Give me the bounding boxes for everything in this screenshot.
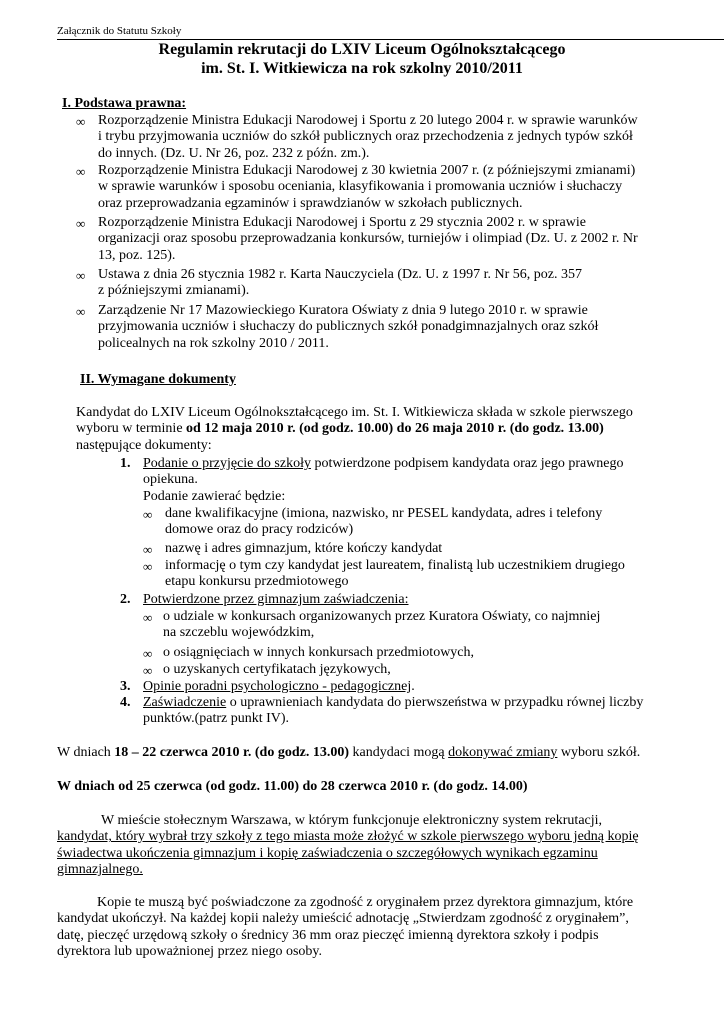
infinity-bullet-icon: ∞: [143, 610, 153, 625]
document-2: Potwierdzone przez gimnazjum zaświadczenia:: [143, 592, 409, 607]
legal-basis-item-2: Rozporządzenie Ministra Edukacji Narodowej z 30 kwietnia 2007 r. (z późniejszymi zmianami) w sprawie warunków i sposobu oceniania, klasyfikowania i promowania uczniów i słuchaczy oraz przeprowadzania egzaminów i sprawdzianów w szkołach publicznych.: [98, 163, 636, 211]
legal-basis-item-1: Rozporządzenie Ministra Edukacji Narodowej i Sportu z 20 lutego 2004 r. w sprawie warunków i trybu przyjmowania uczniów do szkół publicznych oraz przechodzenia z jednych typów szkół do innych. (Dz. U. Nr 26, poz. 232 z późn. zm.).: [98, 113, 638, 161]
document-title-line-1: Regulamin rekrutacji do LXIV Liceum Ogólnokształcącego: [158, 41, 566, 58]
application-content-item-3: informację o tym czy kandydat jest laureatem, finalistą lub uczestnikiem drugiego etapu konkursu przedmiotowego: [165, 558, 625, 590]
legal-basis-item-3: Rozporządzenie Ministra Edukacji Narodowej i Sportu z 29 stycznia 2002 r. w sprawie organizacji oraz sposobu przeprowadzania konkursów, turniejów i olimpiad (Dz. U. z 2002 r. Nr 13, poz. 125).: [98, 215, 638, 263]
document-1-number: 1.: [120, 456, 131, 471]
infinity-bullet-icon: ∞: [76, 304, 86, 319]
documents-intro: Kandydat do LXIV Liceum Ogólnokształcącego im. St. I. Witkiewicza składa w szkole pierwszego wyboru w terminie od 12 maja 2010 r. (od godz. 10.00) do 26 maja 2010 r. (do godz. 13.00) następujące dokumenty:: [76, 405, 633, 453]
section-1-heading: I. Podstawa prawna:: [62, 96, 187, 111]
infinity-bullet-icon: ∞: [143, 559, 153, 574]
section-2-heading: II. Wymagane dokumenty: [80, 372, 236, 387]
document-2-number: 2.: [120, 592, 131, 607]
certificate-item-3: o uzyskanych certyfikatach językowych,: [163, 662, 391, 677]
document-1: Podanie o przyjęcie do szkoły potwierdzone podpisem kandydata oraz jego prawnego opiekuna. Podanie zawierać będzie:: [143, 456, 624, 504]
application-content-item-2: nazwę i adres gimnazjum, które kończy kandydat: [165, 541, 443, 556]
legal-basis-item-5: Zarządzenie Nr 17 Mazowieckiego Kuratora Oświaty z dnia 9 lutego 2010 r. w sprawie przyjmowania uczniów i słuchaczy do publicznych szkół ponadgimnazjalnych oraz szkół policealnych na rok szkolny 2010 / 2011.: [98, 303, 599, 351]
submission-dates-paragraph: W dniach od 25 czerwca (od godz. 11.00) do 28 czerwca 2010 r. (do godz. 14.00): [57, 779, 528, 794]
document-3-number: 3.: [120, 679, 131, 694]
document-3: Opinie poradni psychologiczno - pedagogicznej.: [143, 679, 415, 694]
application-content-item-1: dane kwalifikacyjne (imiona, nazwisko, nr PESEL kandydata, adres i telefony domowe oraz do pracy rodziców): [165, 506, 603, 538]
school-change-paragraph: W dniach 18 – 22 czerwca 2010 r. (do godz. 13.00) kandydaci mogą dokonywać zmiany wyboru szkół.: [57, 745, 641, 760]
infinity-bullet-icon: ∞: [143, 542, 153, 557]
copies-paragraph: Kopie te muszą być poświadczone za zgodność z oryginałem przez dyrektora gimnazjum, które kandydat ukończył. Na każdej kopii należy umieścić adnotację „Stwierdzam zgodność z oryginałem”, datę, pieczęć urzędową szkoły o średnicy 36 mm oraz pieczęć imienną dyrektora szkoły i podpis dyrektora lub upoważnionej przez niego osoby.: [57, 895, 634, 959]
document-4: Zaświadczenie o uprawnieniach kandydata do pierwszeństwa w przypadku równej liczby punktów.(patrz punkt IV).: [143, 695, 644, 727]
legal-basis-item-4: Ustawa z dnia 26 stycznia 1982 r. Karta Nauczyciela (Dz. U. z 1997 r. Nr 56, poz. 357 z późniejszymi zmianami).: [98, 267, 583, 299]
document-4-number: 4.: [120, 695, 131, 710]
warsaw-paragraph: W mieście stołecznym Warszawa, w którym funkcjonuje elektroniczny system rekrutacji, kandydat, który wybrał trzy szkoły z tego miasta może złożyć w szkole pierwszego wyboru jedną kopię świadectwa ukończenia gimnazjum i kopię zaświadczenia o szczegółowych wynikach egzaminu gimnazjalnego.: [57, 813, 639, 877]
infinity-bullet-icon: ∞: [143, 507, 153, 522]
infinity-bullet-icon: ∞: [76, 216, 86, 231]
certificate-item-1: o udziale w konkursach organizowanych przez Kuratora Oświaty, co najmniej na szczeblu wojewódzkim,: [163, 609, 601, 641]
certificate-item-2: o osiągnięciach w innych konkursach przedmiotowych,: [163, 645, 475, 660]
infinity-bullet-icon: ∞: [143, 646, 153, 661]
document-title-line-2: im. St. I. Witkiewicza na rok szkolny 2010/2011: [201, 60, 523, 77]
infinity-bullet-icon: ∞: [143, 663, 153, 678]
infinity-bullet-icon: ∞: [76, 114, 86, 129]
infinity-bullet-icon: ∞: [76, 164, 86, 179]
infinity-bullet-icon: ∞: [76, 268, 86, 283]
document-header: Załącznik do Statutu Szkoły: [57, 25, 724, 40]
